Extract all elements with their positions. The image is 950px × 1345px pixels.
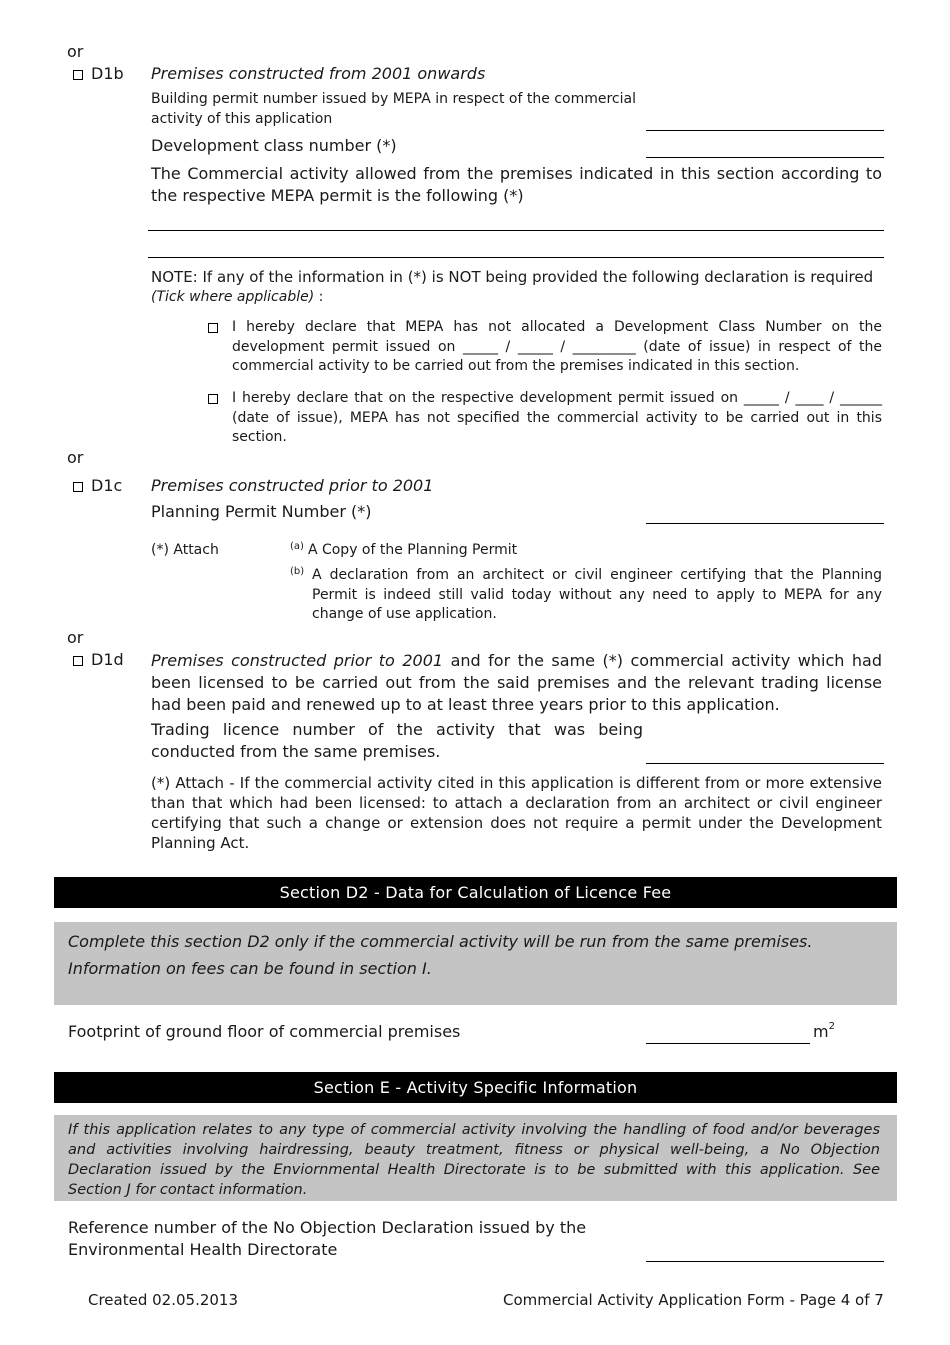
d1b-option[interactable] [73, 63, 124, 85]
footprint-unit-exponent: 2 [828, 1021, 835, 1032]
section-e-note-box [54, 1115, 897, 1201]
footer-page: Commercial Activity Application Form - Page 4 of 7 [503, 1291, 884, 1309]
d1b-code: D1b [91, 64, 124, 83]
d1b-activity-field-1[interactable] [148, 230, 884, 231]
or-label-d1b: or [67, 42, 84, 61]
d1b-note-colon: : [314, 289, 324, 305]
section-e-header: Section E - Activity Specific Information [54, 1072, 897, 1103]
d1c-checkbox[interactable] [73, 482, 83, 492]
d1c-permit-number-field[interactable] [646, 523, 884, 524]
d1d-trading-label: Trading licence number of the activity that was being conducted from the same premises. [151, 720, 643, 761]
item-b-text: A declaration from an architect or civil engineer certifying that the Planning Permit is indeed still valid today without any need to apply to MEPA for any change of use application. [312, 567, 882, 622]
item-a-marker: (a) [290, 541, 304, 552]
d1d-option[interactable] [73, 649, 124, 671]
decl1-checkbox[interactable] [208, 323, 218, 333]
section-e-ref-field[interactable] [646, 1261, 884, 1262]
d1c-code: D1c [91, 476, 123, 495]
d1d-trading-licence-field[interactable] [646, 763, 884, 764]
item-a-text: A Copy of the Planning Permit [307, 542, 518, 558]
section-d2-note-line1: Complete this section D2 only if the commercial activity will be run from the same premises. [68, 932, 813, 951]
d1c-title: Premises constructed prior to 2001 [151, 476, 434, 495]
footprint-unit-m: m [813, 1022, 829, 1041]
or-label-d1d: or [67, 628, 84, 647]
d1d-checkbox[interactable] [73, 656, 83, 666]
footprint-unit [813, 1021, 835, 1043]
d1b-permit-label: Building permit number issued by MEPA in respect of the commercial activity of this application [151, 91, 636, 127]
decl2-checkbox[interactable] [208, 394, 218, 404]
section-d2-header: Section D2 - Data for Calculation of Licence Fee [54, 877, 897, 908]
footprint-field[interactable] [646, 1043, 810, 1044]
section-d2-note-line2: Information on fees can be found in section I. [68, 959, 432, 978]
decl2-text: I hereby declare that on the respective development permit issued on _____ / ____ / ______ (date of issue), MEPA has not specified the commercial activity to be carried out in this section. [232, 390, 882, 445]
footprint-label: Footprint of ground floor of commercial premises [68, 1022, 461, 1041]
d1b-dev-class-label: Development class number (*) [151, 136, 397, 155]
d1b-permit-number-field[interactable] [646, 130, 884, 131]
d1d-attach-text: (*) Attach - If the commercial activity cited in this application is different from or more extensive than that which had been licensed: to attach a declaration from an architect or civil engineer certifying that such a change or extension does not require a permit under the Development Planning Act. [151, 774, 882, 852]
d1d-body: and for the same (*) commercial activity which had been licensed to be carried out from the said premises and the relevant trading license had been paid and renewed up to at least three years prior to this application. [151, 651, 882, 714]
d1c-permit-label: Planning Permit Number (*) [151, 502, 372, 521]
or-label-d1c: or [67, 448, 84, 467]
d1d-code: D1d [91, 650, 124, 669]
d1d-paragraph [151, 650, 882, 716]
decl1-text: I hereby declare that MEPA has not allocated a Development Class Number on the development permit issued on _____ / _____ / _________ (date of issue) in respect of the commercial activity to be carried out from the premises indicated in this section. [232, 319, 882, 374]
d1b-note-text: NOTE: If any of the information in (*) is NOT being provided the following declaration is required [151, 268, 874, 286]
d1c-option[interactable] [73, 475, 122, 497]
d1b-title: Premises constructed from 2001 onwards [151, 64, 486, 83]
d1c-item-a [290, 541, 882, 561]
d1c-attach-label: (*) Attach [151, 542, 219, 558]
footer-created: Created 02.05.2013 [88, 1291, 239, 1309]
section-e-ref-label: Reference number of the No Objection Declaration issued by the Environmental Health Directorate [68, 1218, 587, 1259]
d1b-activity-text: The Commercial activity allowed from the premises indicated in this section according to the respective MEPA permit is the following (*) [151, 164, 882, 205]
d1b-checkbox[interactable] [73, 70, 83, 80]
d1b-activity-field-2[interactable] [148, 257, 884, 258]
section-d2-note-box [54, 922, 897, 1005]
d1b-note [151, 267, 882, 307]
item-b-marker: (b) [290, 566, 305, 577]
d1b-dev-class-field[interactable] [646, 157, 884, 158]
d1d-title: Premises constructed prior to 2001 [151, 651, 444, 670]
item-b-marker-wrap [290, 566, 308, 586]
section-e-note: If this application relates to any type of commercial activity involving the handling of food and/or beverages and activities involving hairdressing, beauty treatment, fitness or physical well-being, a No Objection Declaration issued by the Enviornmental Health Directorate is to be submitted with this application. See Section J for contact information. [68, 1122, 880, 1198]
d1b-note-tick: (Tick where applicable) [151, 289, 315, 305]
